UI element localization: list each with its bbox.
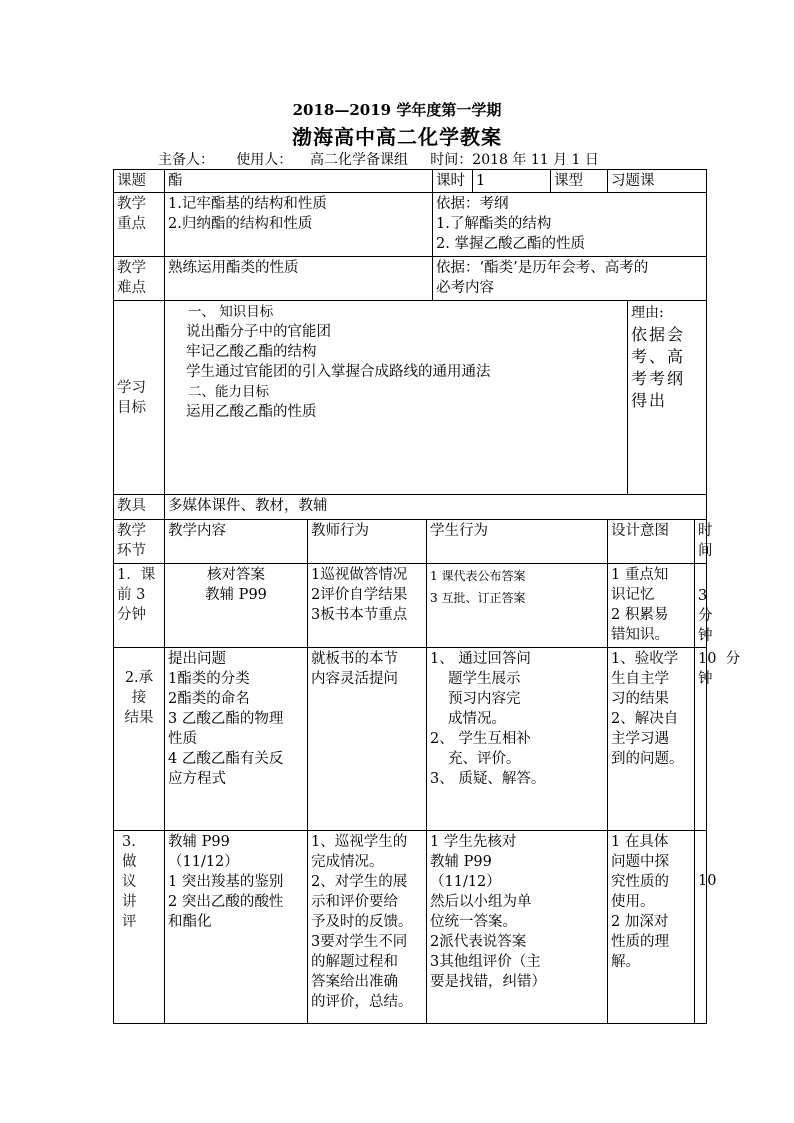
stage-2-time: 10 分 钟 <box>695 648 707 831</box>
table-row-topic <box>114 170 707 193</box>
key-points-basis: 依据：考纲 1.了解酯类的结构 2. 掌握乙酸乙酯的性质 <box>433 193 707 257</box>
ability-goals-heading: 二、能力目标 <box>188 384 269 400</box>
stage-header: 教学 环节 <box>114 520 165 564</box>
topic-label: 课题 <box>114 170 165 193</box>
table-row-difficulties <box>114 257 707 301</box>
goals-reason: 理由: 依据会 考、高 考考纲 得出 <box>628 301 707 495</box>
stage-2-teacher: 就板书的本节 内容灵活提问 <box>308 648 427 831</box>
type-value: 习题课 <box>608 170 707 193</box>
time-header: 时间 <box>695 520 707 564</box>
key-points-content: 1.记牢酯基的结构和性质 2.归纳酯的结构和性质 <box>165 193 433 257</box>
lesson-plan-title: 渤海高中高二化学教案 <box>292 125 502 149</box>
content-header: 教学内容 <box>165 520 308 564</box>
difficulties-label: 教学 难点 <box>114 257 165 301</box>
teaching-aids-value: 多媒体课件、教材，教辅 <box>165 495 707 520</box>
learning-goals-label: 学习 目标 <box>114 301 165 495</box>
table-row-stage-3 <box>114 831 707 1024</box>
goal-item: 运用乙酸乙酯的性质 <box>186 404 317 420</box>
teaching-aids-label: 教具 <box>114 495 165 520</box>
table-row-key-points <box>114 193 707 257</box>
teacher-header: 教师行为 <box>308 520 427 564</box>
goal-item: 学生通过官能团的引入掌握合成路线的通用通法 <box>186 364 491 380</box>
difficulties-basis: 依据：‘酯类’是历年会考、高考的 必考内容 <box>433 257 707 301</box>
topic-value: 酯 <box>165 170 433 193</box>
hours-value: 1 <box>473 170 551 193</box>
design-header: 设计意图 <box>608 520 695 564</box>
stage-1-content: 核对答案 教辅 P99 <box>165 564 308 648</box>
stage-3-teacher: 1、巡视学生的 完成情况。 2、对学生的展 示和评价要给 予及时的反馈。 3要对学生不同 的解题过程和 答案给出准确 的评价，总结。 <box>308 831 427 1024</box>
table-row-process-header <box>114 520 707 564</box>
lesson-plan-table <box>113 169 741 1024</box>
hours-label: 课时 <box>433 170 473 193</box>
stage-1-name: 1．课 前 3 分钟 <box>114 564 165 648</box>
preparer-info-line: 主备人： 使用人： 高二化学备课组 时间：2018 年 11 月 1 日 <box>158 152 599 168</box>
table-row-teaching-aids <box>114 495 707 520</box>
stage-3-student: 1 学生先核对 教辅 P99 （11/12） 然后以小组为单 位统一答案。 2派代表说答案 3其他组评价（主 要是找错，纠错） <box>427 831 608 1024</box>
table-row-learning-goals <box>114 301 707 495</box>
stage-3-content: 教辅 P99 （11/12） 1 突出羧基的鉴别 2 突出乙酸的酸性 和酯化 <box>165 831 308 1024</box>
stage-1-student: 1 课代表公布答案 3 互批、订正答案 <box>427 564 608 648</box>
type-label: 课型 <box>551 170 608 193</box>
student-header: 学生行为 <box>427 520 608 564</box>
stage-1-design: 1 重点知 识记忆 2 积累易 错知识。 <box>608 564 695 648</box>
stage-3-design: 1 在具体 问题中探 究性质的 使用。 2 加深对 性质的理 解。 <box>608 831 695 1024</box>
knowledge-goals-heading: 一、 知识目标 <box>188 304 274 320</box>
stage-2-design: 1、验收学 生自主学 习的结果 2、解决自 主学习遇 到的问题。 <box>608 648 695 831</box>
stage-2-student: 1、 通过回答问 题学生展示 预习内容完 成情况。 2、 学生互相补 充、评价。 3、 质疑、解答。 <box>427 648 608 831</box>
stage-3-time: 10 <box>695 831 707 1024</box>
goal-item: 说出酯分子中的官能团 <box>186 324 331 340</box>
stage-3-name: 3. 做 议 讲 评 <box>114 831 165 1024</box>
goal-item: 牢记乙酸乙酯的结构 <box>186 344 317 360</box>
stage-2-content: 提出问题 1酯类的分类 2酯类的命名 3 乙酸乙酯的物理 性质 4 乙酸乙酯有关反 应方程式 <box>165 648 308 831</box>
table-row-stage-1 <box>114 564 707 648</box>
stage-1-time: 3分钟 <box>695 564 707 648</box>
school-year-heading: 2018—2019 学年度第一学期 <box>292 101 502 119</box>
learning-goals-content <box>165 301 628 495</box>
stage-1-teacher: 1巡视做答情况 2评价自学结果 3板书本节重点 <box>308 564 427 648</box>
key-points-label: 教学 重点 <box>114 193 165 257</box>
stage-2-name: 2.承 接 结果 <box>114 648 165 831</box>
table-row-stage-2 <box>114 648 707 831</box>
difficulties-content: 熟练运用酯类的性质 <box>165 257 433 301</box>
